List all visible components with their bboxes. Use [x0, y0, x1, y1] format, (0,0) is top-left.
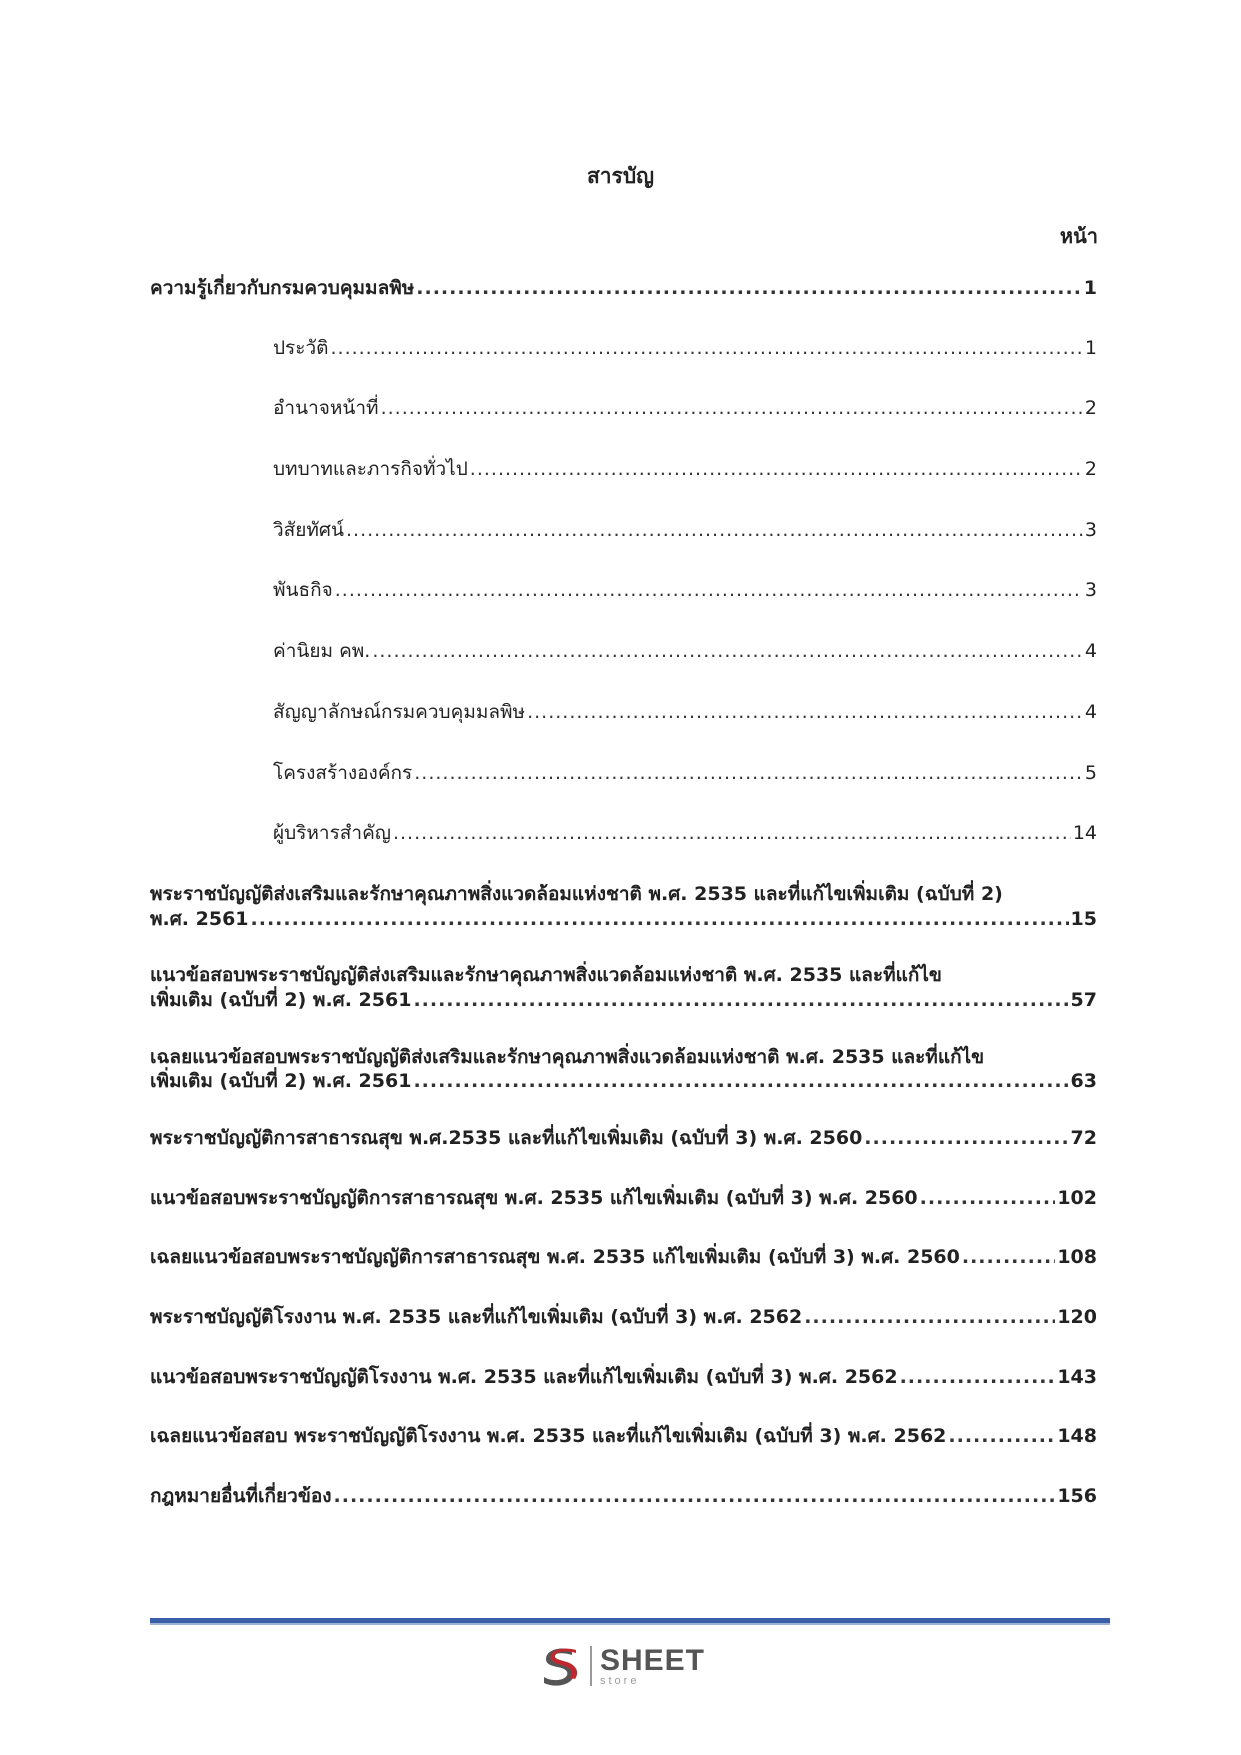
toc-entry-title: เฉลยแนวข้อสอบพระราชบัญญัติการสาธารณสุข พ.ศ. 2535 แก้ไขเพิ่มเติม (ฉบับที่ 3) พ.ศ. 2560	[150, 1246, 960, 1269]
toc-entry-subsection	[150, 761, 1097, 786]
toc-dot-leader	[251, 907, 1069, 932]
toc-entry-title: อำนาจหน้าที่	[273, 397, 379, 420]
toc-entry-line	[273, 821, 1097, 846]
toc-entry-title: ความรู้เกี่ยวกับกรมควบคุมมลพิษ	[150, 277, 415, 299]
toc-dot-leader	[900, 1365, 1056, 1390]
toc-dot-leader	[330, 336, 1082, 361]
sheet-store-logo-icon	[536, 1642, 584, 1690]
toc-page-number: 14	[1072, 822, 1097, 845]
toc-dot-leader	[804, 1305, 1055, 1330]
toc-entry-title: แนวข้อสอบพระราชบัญญัติโรงงาน พ.ศ. 2535 และที่แก้ไขเพิ่มเติม (ฉบับที่ 3) พ.ศ. 2562	[150, 1365, 898, 1388]
toc-entry-title: พ.ศ. 2561	[150, 907, 249, 930]
toc-entry-title-line1: แนวข้อสอบพระราชบัญญัติส่งเสริมและรักษาคุณภาพสิ่งแวดล้อมแห่งชาติ พ.ศ. 2535 และที่แก้ไข	[150, 964, 942, 987]
page-number-column-header: หน้า	[1059, 224, 1098, 248]
toc-page-number: 1	[1083, 277, 1097, 299]
toc-page-number: 4	[1084, 700, 1097, 723]
toc-dot-leader	[470, 457, 1083, 482]
toc-entry-subsection	[150, 821, 1097, 846]
toc-entry-subsection	[150, 396, 1097, 421]
toc-entry-line	[150, 1484, 1097, 1509]
toc-page-number: 3	[1084, 579, 1097, 602]
toc-dot-leader	[413, 988, 1068, 1013]
toc-entry-line	[150, 1305, 1097, 1330]
toc-entry-line	[273, 396, 1097, 421]
toc-entry-title: กฎหมายอื่นที่เกี่ยวข้อง	[150, 1485, 332, 1508]
toc-entry-section	[150, 276, 1097, 301]
toc-entry-title: บทบาทและภารกิจทั่วไป	[273, 458, 468, 481]
toc-entry-subsection	[150, 336, 1097, 361]
toc-entry-title: เฉลยแนวข้อสอบ พระราชบัญญัติโรงงาน พ.ศ. 2535 และที่แก้ไขเพิ่มเติม (ฉบับที่ 3) พ.ศ. 2562	[150, 1425, 947, 1448]
toc-dot-leader	[962, 1245, 1055, 1270]
toc-dot-leader	[372, 639, 1083, 664]
toc-entry-title: พระราชบัญญัติการสาธารณสุข พ.ศ.2535 และที่แก้ไขเพิ่มเติม (ฉบับที่ 3) พ.ศ. 2560	[150, 1127, 863, 1149]
toc-entry-line	[150, 907, 1097, 932]
toc-entry-section	[150, 1365, 1097, 1390]
toc-entry-subsection	[150, 578, 1097, 603]
toc-entry-title: พันธกิจ	[273, 579, 333, 602]
toc-entry-section	[150, 1186, 1097, 1211]
toc-page-number: 5	[1084, 761, 1097, 784]
toc-dot-leader	[527, 700, 1083, 725]
toc-entry-line	[273, 761, 1097, 786]
toc-entry-line	[273, 457, 1097, 482]
toc-page-number: 156	[1057, 1485, 1097, 1508]
logo-wordmark-main: SHEET	[599, 1643, 706, 1677]
toc-entry-title: โครงสร้างองค์กร	[273, 761, 413, 784]
toc-dot-leader	[334, 1484, 1056, 1509]
toc-entry-line	[273, 700, 1097, 725]
footer-divider	[150, 1618, 1110, 1623]
sheet-store-logo	[0, 1642, 1241, 1690]
toc-dot-leader	[393, 821, 1071, 846]
toc-dot-leader	[335, 578, 1083, 603]
logo-divider	[590, 1646, 592, 1686]
toc-page-number: 1	[1084, 336, 1097, 359]
toc-page-number: 72	[1070, 1127, 1097, 1149]
toc-entry-title: ผู้บริหารสำคัญ	[273, 822, 391, 845]
toc-entry-line	[273, 578, 1097, 603]
toc-entry-subsection	[150, 457, 1097, 482]
toc-dot-leader	[381, 396, 1083, 421]
logo-wordmark-sub: store	[599, 1674, 640, 1687]
toc-entry-line	[150, 988, 1097, 1013]
toc-entry-section	[150, 963, 1097, 1012]
toc-entry-title-line1: เฉลยแนวข้อสอบพระราชบัญญัติส่งเสริมและรักษาคุณภาพสิ่งแวดล้อมแห่งชาติ พ.ศ. 2535 และที่แก้ไข	[150, 1045, 985, 1068]
toc-entry-line	[150, 1365, 1097, 1390]
toc-page-number: 4	[1084, 640, 1097, 663]
toc-dot-leader	[864, 1126, 1068, 1151]
toc-entry-section	[150, 1126, 1097, 1151]
toc-entry-line	[150, 1186, 1097, 1211]
toc-dot-leader	[416, 276, 1082, 301]
toc-page-number: 63	[1070, 1070, 1097, 1093]
toc-entry-section	[150, 1305, 1097, 1330]
toc-entry-subsection	[150, 639, 1097, 664]
toc-page-number: 2	[1084, 458, 1097, 481]
toc-entry-section	[150, 1045, 1097, 1094]
toc-entry-line	[150, 1424, 1097, 1449]
toc-dot-leader	[920, 1186, 1056, 1211]
toc-page-number: 3	[1084, 518, 1097, 541]
toc-entry-title: แนวข้อสอบพระราชบัญญัติการสาธารณสุข พ.ศ. 2535 แก้ไขเพิ่มเติม (ฉบับที่ 3) พ.ศ. 2560	[150, 1186, 918, 1209]
toc-entry-line	[150, 1126, 1097, 1151]
toc-entry-line	[150, 276, 1097, 301]
toc-entry-title: พระราชบัญญัติโรงงาน พ.ศ. 2535 และที่แก้ไขเพิ่มเติม (ฉบับที่ 3) พ.ศ. 2562	[150, 1306, 803, 1329]
toc-entry-subsection	[150, 518, 1097, 543]
toc-entry-line	[273, 336, 1097, 361]
toc-page-number: 2	[1084, 397, 1097, 420]
toc-entry-title: ค่านิยม คพ.	[273, 640, 371, 663]
toc-page-number: 15	[1070, 907, 1097, 930]
toc-dot-leader	[413, 1069, 1068, 1094]
toc-entry-title: ประวัติ	[273, 336, 329, 359]
toc-entry-title: สัญญาลักษณ์กรมควบคุมมลพิษ	[273, 700, 526, 723]
toc-entry-title-line1: พระราชบัญญัติส่งเสริมและรักษาคุณภาพสิ่งแวดล้อมแห่งชาติ พ.ศ. 2535 และที่แก้ไขเพิ่มเติม (ฉบับที่ 2)	[150, 882, 1003, 905]
toc-page-number: 120	[1057, 1306, 1097, 1329]
toc-page-number: 148	[1057, 1425, 1097, 1448]
table-of-contents	[150, 276, 1097, 1544]
toc-entry-line	[273, 518, 1097, 543]
toc-entry-section	[150, 1424, 1097, 1449]
toc-dot-leader	[414, 761, 1083, 786]
toc-entry-title: เพิ่มเติม (ฉบับที่ 2) พ.ศ. 2561	[150, 1070, 412, 1093]
toc-dot-leader	[346, 518, 1083, 543]
toc-page-number: 57	[1070, 988, 1097, 1011]
toc-entry-title: เพิ่มเติม (ฉบับที่ 2) พ.ศ. 2561	[150, 988, 412, 1011]
toc-entry-title: วิสัยทัศน์	[273, 518, 344, 541]
toc-entry-section	[150, 882, 1097, 931]
page-title: สารบัญ	[586, 164, 655, 188]
toc-entry-line	[150, 1069, 1097, 1094]
toc-entry-line	[273, 639, 1097, 664]
toc-page-number: 143	[1057, 1365, 1097, 1388]
toc-page-number: 102	[1057, 1186, 1097, 1209]
toc-page-number: 108	[1057, 1246, 1097, 1269]
toc-entry-section	[150, 1484, 1097, 1509]
toc-entry-line	[150, 1245, 1097, 1270]
toc-entry-subsection	[150, 700, 1097, 725]
toc-entry-section	[150, 1245, 1097, 1270]
toc-dot-leader	[948, 1424, 1055, 1449]
logo-wordmark	[599, 1643, 706, 1687]
